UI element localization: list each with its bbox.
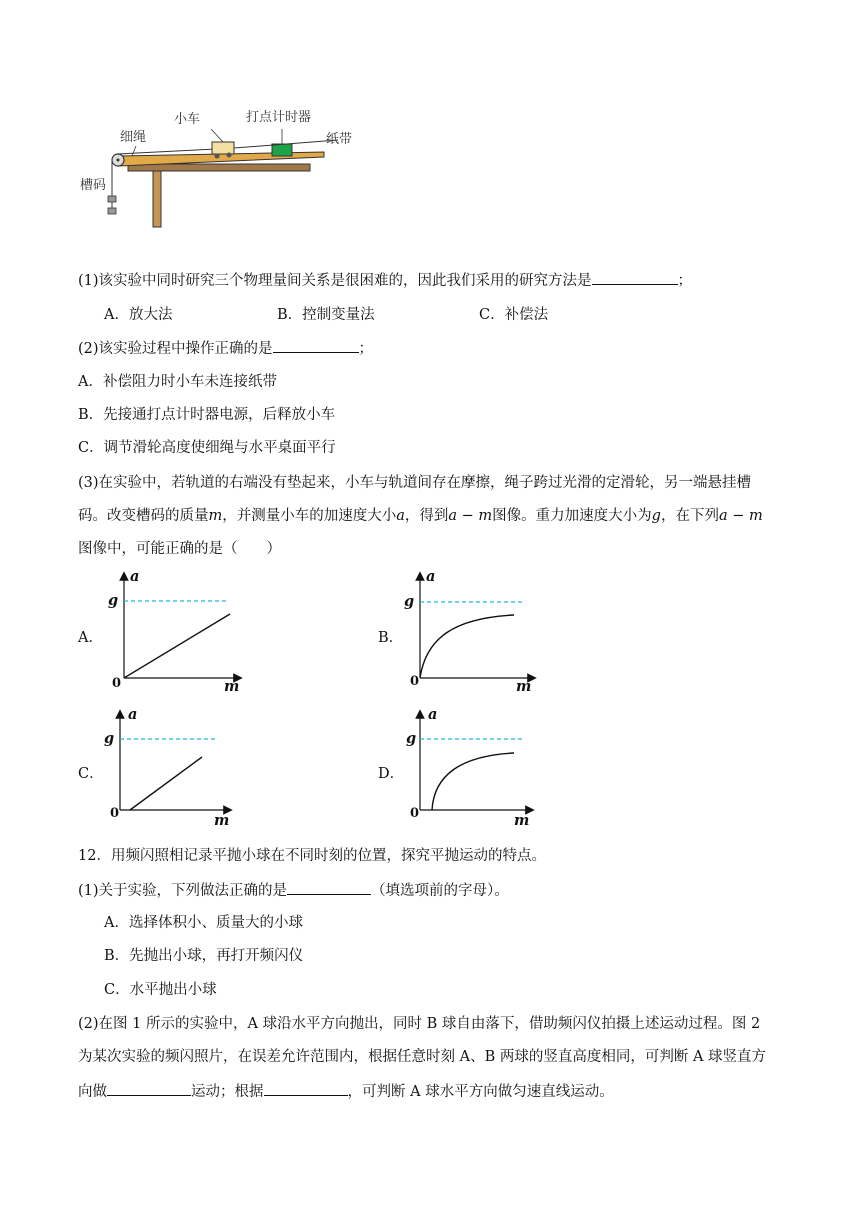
graph-c-plot <box>104 706 314 836</box>
q11-part1-end: ； <box>677 273 693 289</box>
graph-c-x-label: m <box>214 812 230 829</box>
graph-b-plot <box>404 568 614 698</box>
graph-a-x-label: m <box>224 678 240 695</box>
q12-p2-text-a: 向做 <box>78 1084 107 1100</box>
graph-d-curve <box>432 753 514 810</box>
q12-part1-end: （填选项前的字母）。 <box>371 883 509 899</box>
answer-blank-4[interactable] <box>107 1081 191 1096</box>
graph-b-g-label: g <box>404 593 415 610</box>
graph-option-c[interactable] <box>78 706 318 836</box>
q11-p3-text-a: 码。改变槽码的质量 <box>78 508 209 524</box>
graph-c-option-label: C． <box>78 766 104 782</box>
q11-part2-text: (2)该实验过程中操作正确的是 <box>78 341 273 357</box>
graph-option-b[interactable] <box>378 568 618 698</box>
graph-a-origin: 0 <box>112 676 122 691</box>
q11-p1-option-a[interactable]: A．放大法 <box>104 307 173 323</box>
graph-d-option-label: D． <box>378 766 405 782</box>
q12-part1 <box>78 880 509 901</box>
q11-part2-end: ； <box>358 341 374 357</box>
q12-p1-option-b[interactable]: B．先抛出小球，再打开频闪仪 <box>104 948 304 964</box>
q12-part1-text: (1)关于实验，下列做法正确的是 <box>78 883 288 899</box>
table-leg <box>153 171 161 227</box>
graph-a-plot <box>108 568 318 698</box>
label-cart: 小车 <box>174 112 201 127</box>
graph-d-plot <box>404 706 614 836</box>
graph-b-option-label: B． <box>378 630 404 646</box>
q11-part1 <box>78 270 692 291</box>
graph-d-g-label: g <box>406 730 417 747</box>
q11-p2-option-a[interactable]: A．补偿阻力时小车未连接纸带 <box>78 374 277 390</box>
q11-p3-text-b: ，并测量小车的加速度大小 <box>222 508 397 524</box>
q11-part3-line1: (3)在实验中，若轨道的右端没有垫起来，小车与轨道间存在摩擦，绳子跨过光滑的定滑轮，另一端悬挂槽 <box>78 475 752 491</box>
label-rope: 细绳 <box>120 130 147 145</box>
q12-p1-option-c[interactable]: C．水平抛出小球 <box>104 982 217 998</box>
apparatus-drawing <box>76 104 376 234</box>
var-a-m-2: a − m <box>718 508 763 524</box>
label-timer: 打点计时器 <box>246 110 312 125</box>
var-a: a <box>396 508 405 524</box>
graph-d-origin: 0 <box>410 806 420 821</box>
q12-part2-line1: (2)在图 1 所示的实验中，A 球沿水平方向抛出，同时 B 球自由落下，借助频闪仪拍摄上述运动过程。图 2 <box>78 1016 761 1032</box>
label-weight: 槽码 <box>80 178 107 193</box>
q11-p1-option-c[interactable]: C．补偿法 <box>479 307 549 323</box>
label-tape: 纸带 <box>326 132 353 147</box>
q12-p1-option-a[interactable]: A．选择体积小、质量大的小球 <box>104 915 303 931</box>
graph-c-g-label: g <box>104 730 115 747</box>
graph-c-y-label: a <box>128 706 138 723</box>
q11-p3-text-e: ，在下列 <box>660 508 719 524</box>
q12-p2-text-c: ，可判断 A 球水平方向做匀速直线运动。 <box>347 1084 614 1100</box>
q12-stem: 12．用频闪照相记录平抛小球在不同时刻的位置，探究平抛运动的特点。 <box>78 848 546 864</box>
answer-blank-2[interactable] <box>273 338 359 353</box>
graph-option-a[interactable] <box>78 568 318 698</box>
var-a-m: a − m <box>448 508 493 524</box>
q11-part3-line2 <box>78 506 763 526</box>
q12-part2-line2: 为某次实验的频闪照片，在误差允许范围内，根据任意时刻 A、B 两球的竖直高度相同，可判断 A 球竖直方 <box>78 1049 767 1065</box>
q11-p1-option-b[interactable]: B．控制变量法 <box>277 307 375 323</box>
graph-d-y-label: a <box>428 706 438 723</box>
q11-part3-line3 <box>78 539 281 559</box>
answer-blank-5[interactable] <box>264 1081 348 1096</box>
q11-p2-option-b[interactable]: B．先接通打点计时器电源，后释放小车 <box>78 407 336 423</box>
cart <box>212 142 234 154</box>
graph-b-curve <box>420 615 514 678</box>
var-m: m <box>208 508 223 524</box>
q11-part1-text: (1)该实验中同时研究三个物理量间关系是很困难的，因此我们采用的研究方法是 <box>78 273 592 289</box>
answer-blank-1[interactable] <box>592 270 678 285</box>
graph-a-g-label: g <box>108 592 119 609</box>
q11-p3-text-c: ，得到 <box>404 508 449 524</box>
q12-p2-text-b: 运动；根据 <box>191 1084 264 1100</box>
q11-part2 <box>78 338 373 359</box>
weight-2 <box>108 208 116 214</box>
q12-part2-line3 <box>78 1081 614 1102</box>
graph-d-x-label: m <box>514 812 530 829</box>
timer <box>272 144 292 156</box>
graph-b-origin: 0 <box>410 674 420 689</box>
graph-c-origin: 0 <box>110 806 120 821</box>
table-top <box>128 164 310 171</box>
q11-p2-option-c[interactable]: C．调节滑轮高度使细绳与水平桌面平行 <box>78 440 336 456</box>
q11-p3-text-f: 图像中，可能正确的是（ ） <box>78 541 281 557</box>
graph-b-y-label: a <box>426 568 436 585</box>
var-g: g <box>651 508 661 524</box>
graph-a-y-label: a <box>130 568 140 585</box>
graph-a-option-label: A． <box>78 630 103 646</box>
answer-blank-3[interactable] <box>287 880 371 895</box>
graph-option-d[interactable] <box>378 706 618 836</box>
graph-a-curve <box>124 614 230 678</box>
q11-p3-text-d: 图像。重力加速度大小为 <box>492 508 652 524</box>
apparatus-diagram <box>76 104 376 234</box>
graph-b-x-label: m <box>516 678 532 695</box>
weight-1 <box>108 196 116 202</box>
graph-c-curve <box>130 757 202 810</box>
